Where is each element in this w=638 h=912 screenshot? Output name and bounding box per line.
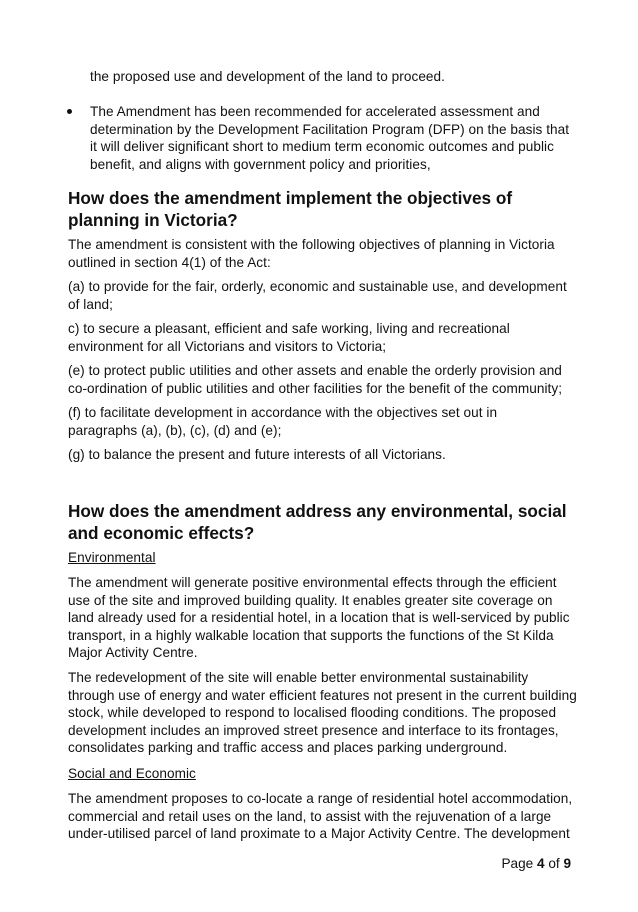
environmental-paragraph: The amendment will generate positive environmental effects through the efficient use of the site and improved building quality. It enables greater site coverage on land already used for a residential hotel, in a location that is well-serviced by public transport, in a highly walkable location that supports the functions of the St Kilda Major Activity Centre.: [68, 575, 570, 661]
section-heading-effects: How does the amendment address any environmental, social and economic effects?: [68, 501, 567, 543]
section-heading-objectives: How does the amendment implement the objectives of planning in Victoria?: [68, 188, 513, 230]
subheading-social-economic: Social and Economic: [68, 766, 196, 781]
page-word: Page: [501, 856, 534, 871]
of-word: of: [548, 856, 560, 871]
objective-item: (a) to provide for the fair, orderly, economic and sustainable use, and development of land;: [68, 279, 567, 312]
page-number: 4: [536, 856, 545, 871]
total-pages: 9: [563, 856, 571, 871]
environmental-paragraph: The redevelopment of the site will enable better environmental sustainability through use of energy and water efficient features not present in the current building stock, while developed to respond to localised flooding conditions. The proposed development includes an improved street presence and interface to its frontages, consolidates parking and traffic access and places parking underground.: [68, 670, 577, 756]
objective-item: (e) to protect public utilities and other assets and enable the orderly provision and co-ordination of public utilities and other facilities for the benefit of the community;: [68, 363, 563, 396]
objective-item: (f) to facilitate development in accordance with the objectives set out in paragraphs (a), (b), (c), (d) and (e);: [68, 405, 498, 438]
objectives-intro: The amendment is consistent with the following objectives of planning in Victoria outlined in section 4(1) of the Act:: [68, 237, 555, 270]
social-economic-paragraph: The amendment proposes to co-locate a range of residential hotel accommodation, commercial and retail uses on the land, to assist with the rejuvenation of a large under-utilised parcel of land proximate to a Major Activity Centre. The development: [68, 791, 573, 842]
bullet-paragraph: The Amendment has been recommended for accelerated assessment and determination by the Development Facilitation Program (DFP) on the basis that it will deliver significant short to medium term economic outcomes and public benefit, and aligns with government policy and priorities,: [90, 104, 570, 172]
bullet-icon: [67, 109, 72, 114]
objective-item: c) to secure a pleasant, efficient and safe working, living and recreational environment for all Victorians and visitors to Victoria;: [68, 321, 510, 354]
subheading-environmental: Environmental: [68, 550, 156, 565]
page-footer: [501, 855, 571, 872]
objective-item: (g) to balance the present and future interests of all Victorians.: [68, 447, 446, 462]
continued-paragraph: the proposed use and development of the land to proceed.: [90, 69, 445, 84]
